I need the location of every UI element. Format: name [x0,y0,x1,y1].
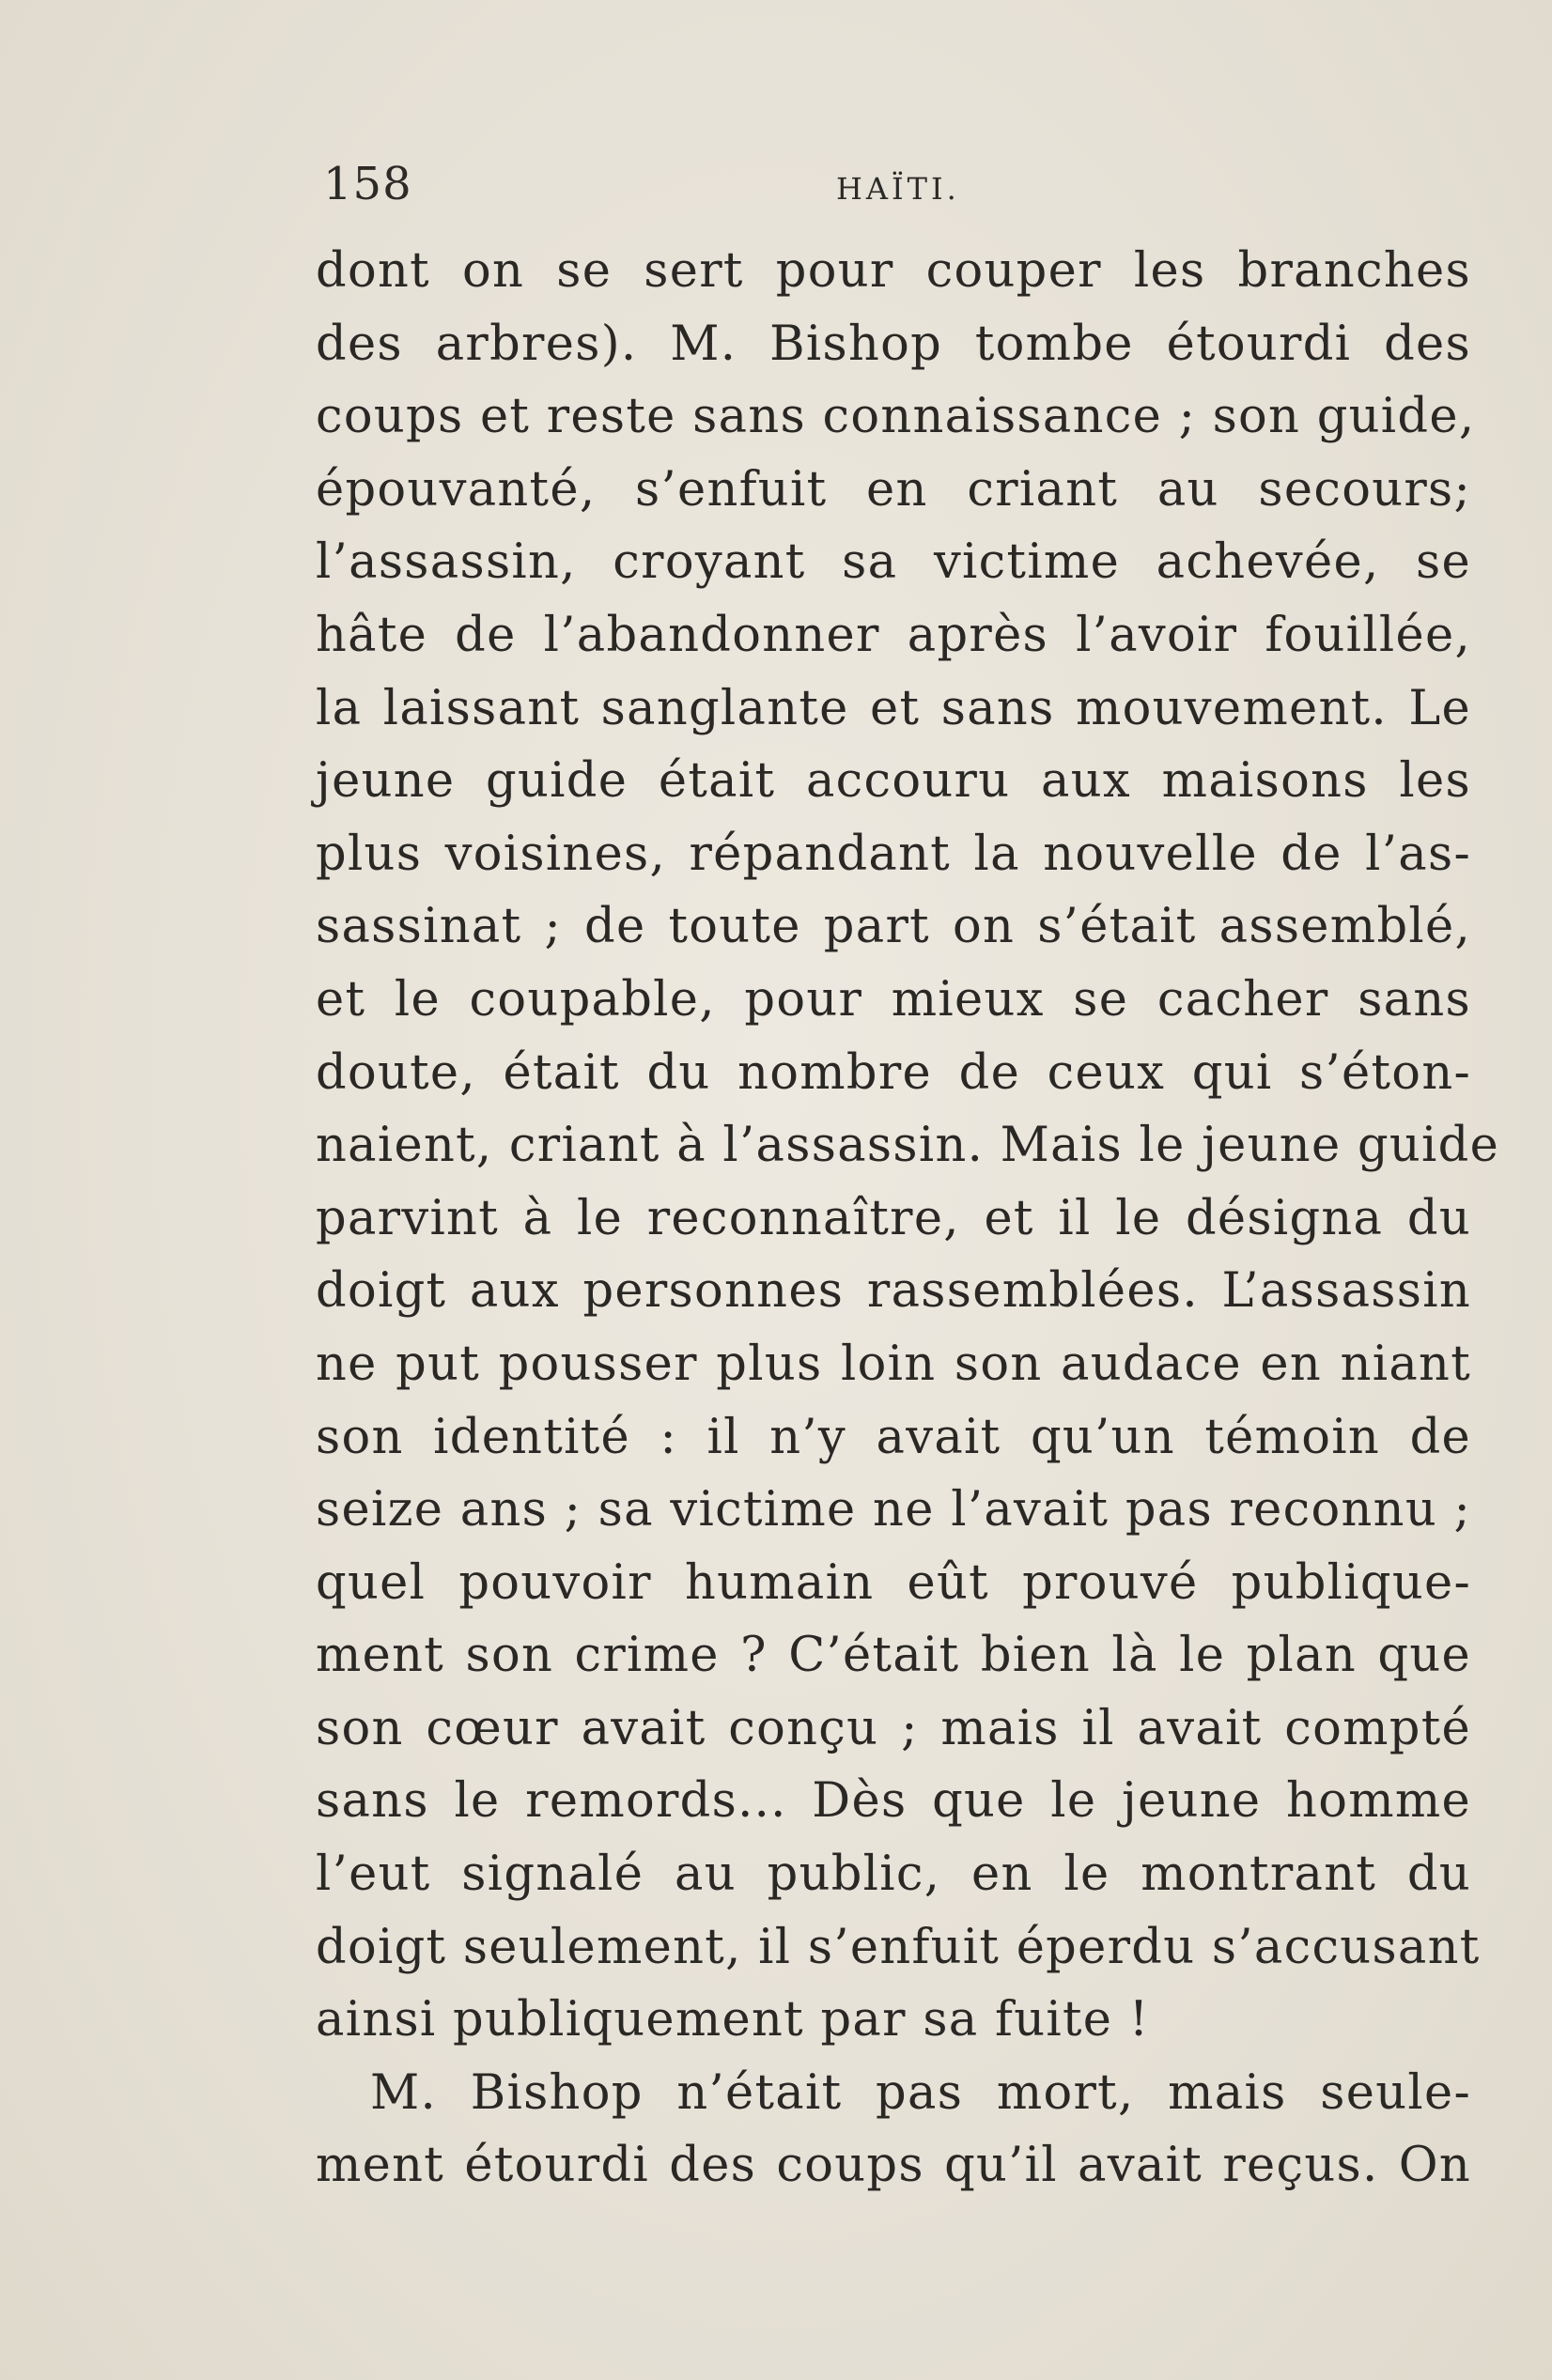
text-line: doigt aux personnes rassemblées. L’assassin [316,1263,1471,1320]
text-line: ne put pousser plus loin son audace en niant [316,1336,1471,1392]
text-line: M. Bishop n’était pas mort, mais seule- [370,2064,1471,2121]
text-line: dont on se sert pour couper les branches [316,243,1471,299]
paragraph-2 [316,2057,1471,2202]
text-line: l’assassin, croyant sa victime achevée, se [316,534,1471,591]
text-line: seize ans ; sa victime ne l’avait pas reconnu ; [316,1482,1471,1538]
text-line: ment étourdi des coups qu’il avait reçus. On [316,2138,1471,2194]
text-line: coups et reste sans connaissance ; son guide, [316,389,1476,445]
running-head [316,158,1471,224]
text-line: hâte de l’abandonner après l’avoir fouillée, [316,607,1471,663]
text-line: des arbres). M. Bishop tombe étourdi des [316,316,1471,372]
page-number: 158 [323,158,412,210]
text-line: ment son crime ? C’était bien là le plan que [316,1628,1471,1684]
body-text [316,235,1500,2202]
text-line: parvint à le reconnaître, et il le désigna du [316,1190,1471,1246]
text-line: naient, criant à l’assassin. Mais le jeune guide [316,1118,1500,1174]
text-line: doigt seulement, il s’enfuit éperdu s’accusant [316,1919,1481,1975]
text-line: jeune guide était accouru aux maisons les [316,753,1471,810]
text-line: et le coupable, pour mieux se cacher sans [316,971,1471,1028]
text-line: son cœur avait conçu ; mais il avait compté [316,1700,1471,1756]
paragraph-1 [316,235,1500,2057]
running-title: HAÏTI. [836,171,960,207]
text-line: quel pouvoir humain eût prouvé publique- [316,1554,1471,1611]
text-line: la laissant sanglante et sans mouvement. Le [316,680,1471,736]
text-line: sans le remords... Dès que le jeune homme [316,1773,1471,1830]
text-line: sassinat ; de toute part on s’était assemblé, [316,899,1471,955]
text-line: l’eut signalé au public, en le montrant du [316,1847,1471,1903]
text-line: épouvanté, s’enfuit en criant au secours; [316,461,1471,518]
text-line: plus voisines, répandant la nouvelle de l’as- [316,826,1471,882]
text-line: son identité : il n’y avait qu’un témoin de [316,1409,1471,1465]
text-line: ainsi publiquement par sa fuite ! [316,1992,1150,2048]
text-line: doute, était du nombre de ceux qui s’éton- [316,1044,1471,1101]
